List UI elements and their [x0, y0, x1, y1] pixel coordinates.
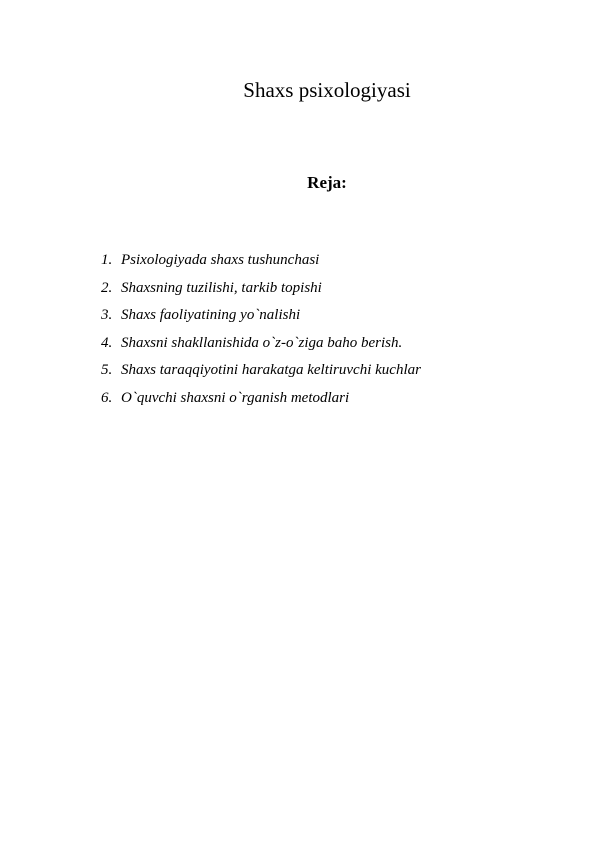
plan-item-number: 5. — [101, 362, 113, 379]
plan-item-text: O`quvchi shaxsni o`rganish metodlari — [121, 389, 350, 406]
plan-item — [101, 252, 421, 280]
plan-item — [101, 362, 421, 390]
plan-item-text: Shaxsning tuzilishi, tarkib topishi — [121, 279, 322, 296]
plan-item — [101, 280, 421, 308]
plan-item — [101, 390, 421, 418]
plan-item — [101, 307, 421, 335]
plan-item-text: Psixologiyada shaxs tushunchasi — [121, 252, 320, 268]
plan-item-text: Shaxs taraqqiyotini harakatga keltiruvchi kuchlar — [121, 362, 421, 379]
plan-item — [101, 335, 421, 363]
plan-heading: Reja: — [307, 173, 347, 192]
plan-item-number: 6. — [101, 389, 113, 406]
plan-item-number: 1. — [101, 252, 113, 268]
plan-item-number: 3. — [101, 307, 113, 324]
plan-item-text: Shaxsni shakllanishida o`z-o`ziga baho berish. — [121, 334, 403, 351]
plan-item-text: Shaxs faoliyatining yo`nalishi — [121, 307, 301, 324]
plan-list — [101, 252, 421, 418]
plan-item-number: 4. — [101, 334, 113, 351]
plan-item-number: 2. — [101, 279, 113, 296]
document-title: Shaxs psixologiyasi — [243, 78, 411, 102]
